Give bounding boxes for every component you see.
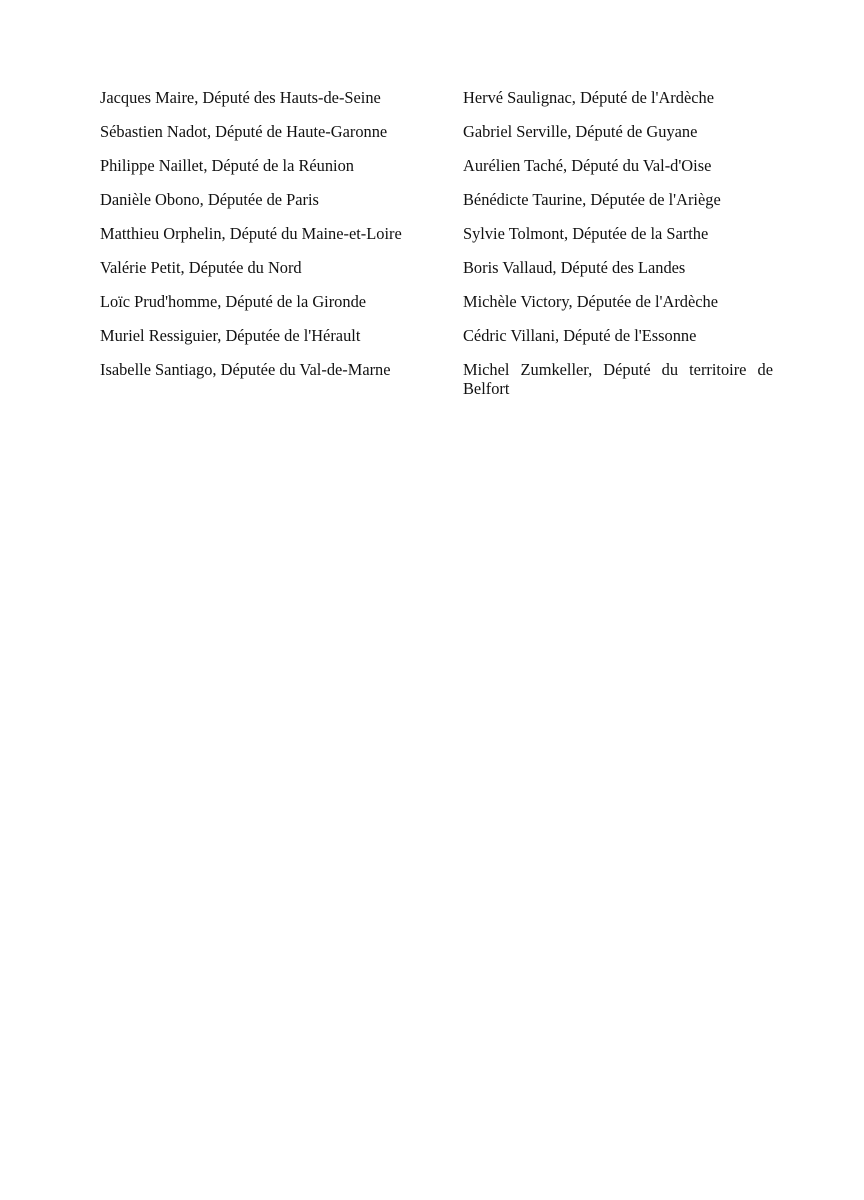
signatory-entry: Loïc Prud'homme, Député de la Gironde — [100, 292, 367, 311]
signatory-entry: Philippe Naillet, Député de la Réunion — [100, 156, 354, 175]
signatory-entry: Bénédicte Taurine, Députée de l'Ariège — [463, 190, 721, 209]
signatory-entry: Hervé Saulignac, Député de l'Ardèche — [463, 88, 714, 107]
signatory-entry: Michel Zumkeller, Député du territoire de Belfort — [463, 360, 773, 398]
signatory-entry: Jacques Maire, Député des Hauts-de-Seine — [100, 88, 381, 107]
signatory-entry: Sébastien Nadot, Député de Haute-Garonne — [100, 122, 388, 141]
signatory-entry: Valérie Petit, Députée du Nord — [100, 258, 302, 277]
signatory-entry: Boris Vallaud, Député des Landes — [463, 258, 686, 277]
signatory-entry: Danièle Obono, Députée de Paris — [100, 190, 319, 209]
signatory-entry: Aurélien Taché, Député du Val-d'Oise — [463, 156, 712, 175]
signatory-entry: Gabriel Serville, Député de Guyane — [463, 122, 698, 141]
signatory-entry: Matthieu Orphelin, Député du Maine-et-Loire — [100, 224, 402, 243]
signatory-entry: Isabelle Santiago, Députée du Val-de-Marne — [100, 360, 391, 379]
signatory-entry: Cédric Villani, Député de l'Essonne — [463, 326, 697, 345]
signatories-left-column — [100, 88, 410, 394]
signatory-entry: Sylvie Tolmont, Députée de la Sarthe — [463, 224, 709, 243]
signatory-entry: Michèle Victory, Députée de l'Ardèche — [463, 292, 719, 311]
signatories-right-column — [463, 88, 773, 413]
signatory-entry: Muriel Ressiguier, Députée de l'Hérault — [100, 326, 361, 345]
